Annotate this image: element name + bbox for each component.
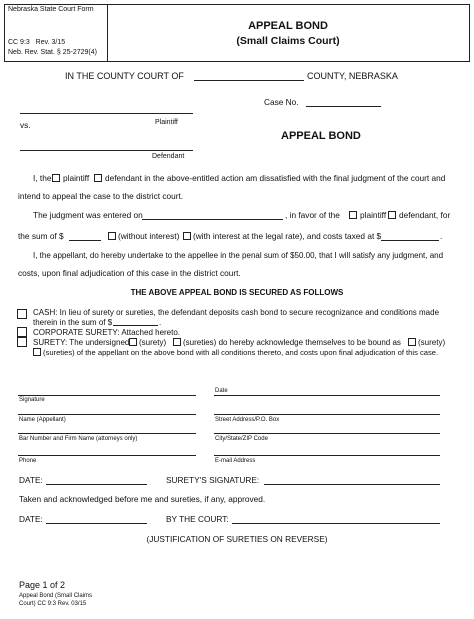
surety-signature-field[interactable]: [264, 484, 440, 485]
p1-text-b: plaintiff: [63, 173, 90, 183]
city-field[interactable]: [214, 433, 440, 434]
p4-text-a: I, the appellant, do hereby undertake to the appellee in the penal sum of $50.00, that I will satisfy any judgment, and: [33, 251, 444, 260]
name-field[interactable]: [18, 414, 196, 415]
p3-text-c: (with interest at the legal rate), and costs taxed at $: [193, 231, 382, 241]
p3-text-d: .: [440, 231, 443, 241]
p2-text-c: plaintiff: [360, 210, 387, 220]
cash-sum-field[interactable]: [113, 325, 158, 326]
surety-text-a: SURETY: The undersigned: [33, 338, 130, 347]
judgment-date-field[interactable]: [142, 219, 283, 220]
by-the-court-label: BY THE COURT:: [166, 514, 229, 524]
revision: Rev. 3/15: [35, 39, 66, 46]
cash-text-1: CASH: In lieu of surety or sureties, the defendant deposits cash bond to secure recognizance and conditions made: [33, 308, 440, 317]
cash-checkbox[interactable]: [17, 309, 27, 319]
case-no-field[interactable]: [306, 106, 381, 107]
bound-surety-checkbox[interactable]: [408, 338, 416, 346]
city-label: City/State/ZIP Code: [215, 436, 268, 442]
phone-label: Phone: [19, 458, 37, 464]
cash-text-2: therein in the sum of $: [33, 318, 113, 327]
bar-number-label: Bar Number and Firm Name (attorneys only): [19, 436, 138, 442]
surety-text-e: (sureties) of the appellant on the above bond with all conditions thereto, and costs upon final adjudication of this case.: [43, 348, 439, 357]
without-interest-checkbox[interactable]: [108, 232, 116, 240]
page-number: Page 1 of 2: [19, 580, 66, 590]
surety-text-c: (sureties) do hereby acknowledge themselves to be bound as: [183, 338, 401, 347]
case-no-label: Case No.: [264, 97, 299, 107]
email-label: E-mail Address: [215, 458, 256, 464]
with-interest-checkbox[interactable]: [183, 232, 191, 240]
court-date-field[interactable]: [46, 523, 147, 524]
bar-number-field[interactable]: [18, 433, 196, 434]
surety-single-checkbox[interactable]: [129, 338, 137, 346]
secured-heading: THE ABOVE APPEAL BOND IS SECURED AS FOLLOWS: [130, 288, 344, 297]
statute: Neb. Rev. Stat. § 25-2729(4): [8, 49, 97, 56]
form-number: CC 9:3: [8, 39, 30, 46]
p1-text-d: intend to appeal the case to the district court.: [18, 191, 184, 201]
name-label: Name (Appellant): [19, 417, 66, 423]
state-form-label: Nebraska State Court Form: [8, 6, 94, 13]
defendant-name-field[interactable]: [20, 150, 193, 151]
header-subtitle: (Small Claims Court): [236, 35, 340, 47]
footer-form-name-1: Appeal Bond (Small Claims: [19, 593, 93, 599]
p1-defendant-checkbox[interactable]: [94, 174, 102, 182]
date-label: Date: [215, 388, 228, 394]
surety-date-label: DATE:: [19, 475, 43, 485]
date-field[interactable]: [214, 395, 440, 396]
bound-sureties-checkbox[interactable]: [33, 348, 41, 356]
defendant-label: Defendant: [152, 153, 185, 160]
p2-defendant-checkbox[interactable]: [388, 211, 396, 219]
court-date-label: DATE:: [19, 514, 43, 524]
corporate-surety-checkbox[interactable]: [17, 327, 27, 337]
surety-text-b: (surety): [139, 338, 167, 347]
p1-plaintiff-checkbox[interactable]: [52, 174, 60, 182]
signature-field[interactable]: [18, 395, 196, 396]
p1-text-c: defendant in the above-entitled action am dissatisfied with the final judgment of the court and: [105, 173, 446, 183]
p2-text-b: , in favor of the: [285, 210, 340, 220]
p2-plaintiff-checkbox[interactable]: [349, 211, 357, 219]
surety-date-field[interactable]: [46, 484, 147, 485]
p2-text-a: The judgment was entered on: [33, 210, 143, 220]
vs-label: vs.: [20, 120, 31, 130]
signature-label: Signature: [19, 397, 45, 403]
sureties-plural-checkbox[interactable]: [173, 338, 181, 346]
judgment-sum-field[interactable]: [69, 240, 101, 241]
surety-text-d: (surety): [418, 338, 446, 347]
p2-text-d: defendant, for: [399, 210, 451, 220]
plaintiff-name-field[interactable]: [20, 113, 193, 114]
form-number-line: [8, 39, 65, 47]
surety-checkbox[interactable]: [17, 337, 27, 347]
costs-taxed-field[interactable]: [381, 240, 439, 241]
county-name-field[interactable]: [194, 80, 304, 81]
court-prefix: IN THE COUNTY COURT OF: [65, 71, 184, 81]
street-field[interactable]: [214, 414, 440, 415]
header-divider: [107, 5, 108, 62]
p1-text-a: I, the: [33, 173, 52, 183]
justification-note: (JUSTIFICATION OF SURETIES ON REVERSE): [146, 534, 328, 544]
plaintiff-label: Plaintiff: [155, 119, 178, 126]
p3-text-b: (without interest): [118, 231, 180, 241]
surety-signature-label: SURETY'S SIGNATURE:: [166, 475, 260, 485]
taken-text: Taken and acknowledged before me and sureties, if any, approved.: [19, 494, 266, 504]
p3-text-a: the sum of $: [18, 231, 64, 241]
court-suffix: COUNTY, NEBRASKA: [307, 71, 398, 81]
court-signature-field[interactable]: [232, 523, 440, 524]
email-field[interactable]: [214, 455, 440, 456]
caption-heading: APPEAL BOND: [281, 130, 361, 142]
street-label: Street Address/P.O. Box: [215, 417, 280, 423]
p4-text-b: costs, upon final adjudication of this case in the district court.: [18, 268, 241, 278]
footer-form-name-2: Court) CC 9:3 Rev. 03/15: [19, 601, 87, 607]
phone-field[interactable]: [18, 455, 196, 456]
cash-text-3: .: [159, 318, 162, 327]
corporate-text: CORPORATE SURETY: Attached hereto.: [33, 328, 181, 337]
header-title: APPEAL BOND: [248, 20, 328, 32]
